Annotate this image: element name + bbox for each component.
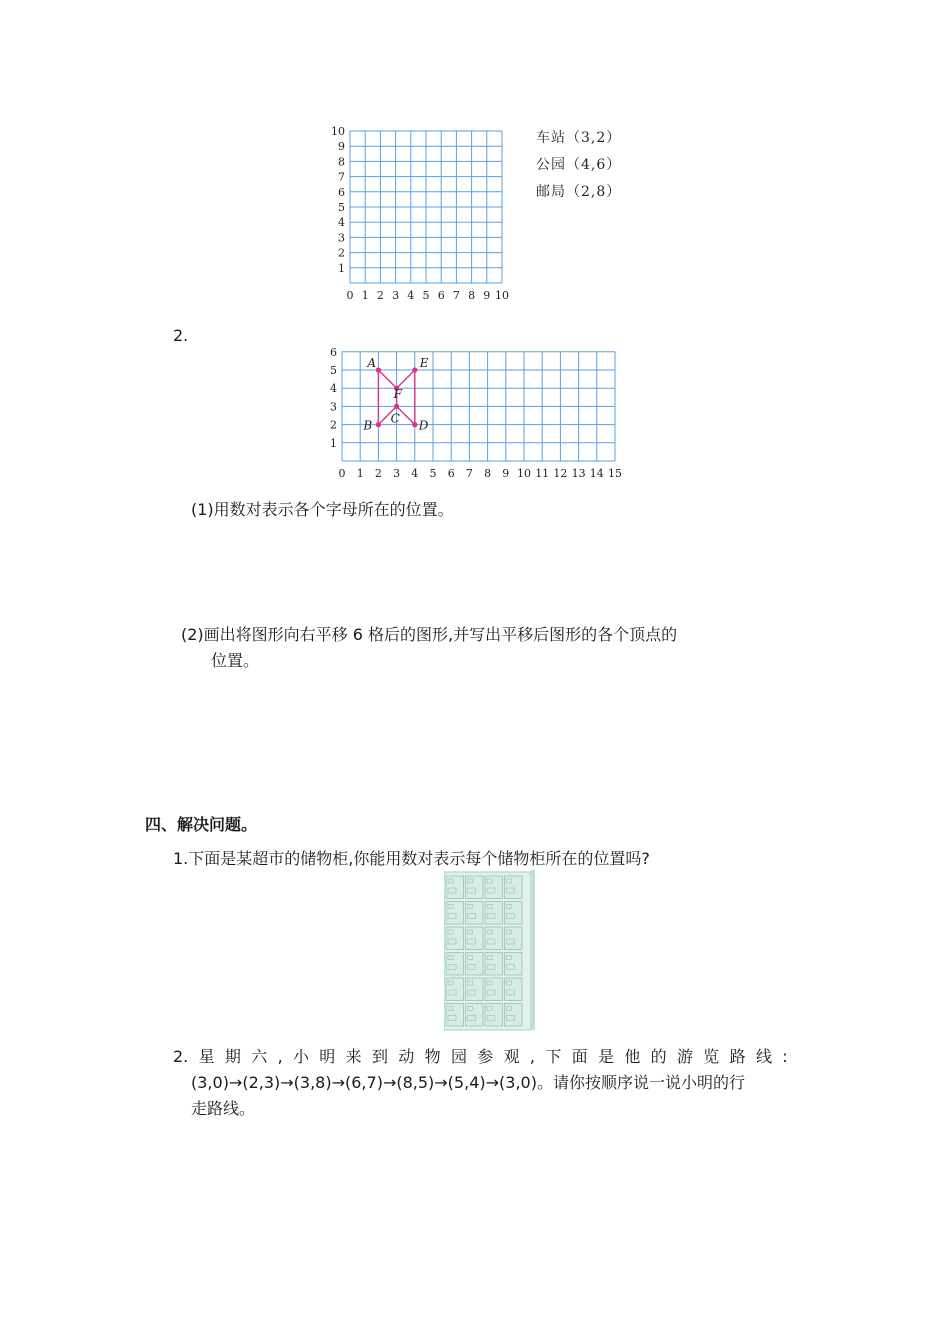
question-2-part-1: (1)用数对表示各个字母所在的位置。 — [191, 500, 454, 519]
vertex-label-b: B — [363, 418, 373, 433]
locker-door — [505, 876, 523, 899]
shape-edge — [378, 370, 396, 388]
question-2-char: 参 — [477, 1047, 494, 1066]
locker-door — [485, 876, 503, 899]
locker-door — [485, 978, 503, 1001]
legend-park: 公园（4,6） — [536, 157, 622, 173]
question-2-char: 他 — [624, 1047, 641, 1066]
x-tick-label: 3 — [392, 289, 400, 302]
question-2-char: , — [529, 1047, 536, 1066]
y-tick-label: 1 — [338, 261, 345, 275]
locker-door — [446, 953, 464, 976]
section-4-question-1: 1.下面是某超市的储物柜,你能用数对表示每个储物柜所在的位置吗? — [173, 849, 650, 868]
locker-door — [505, 1004, 523, 1027]
x-tick-label: 8 — [484, 467, 492, 480]
x-tick-label: 7 — [465, 467, 473, 480]
x-tick-label: 9 — [502, 467, 510, 480]
locker-door — [466, 953, 484, 976]
section-4-question-2-line-2: (3,0)→(2,3)→(3,8)→(6,7)→(8,5)→(5,4)→(3,0)。请你按顺序说一说小明的行 — [191, 1073, 745, 1092]
question-2-char: 星 — [198, 1047, 215, 1066]
x-tick-label: 15 — [608, 467, 622, 480]
question-2-char: : — [782, 1047, 788, 1066]
shape-edge — [397, 370, 415, 388]
coordinate-grid-2 — [322, 345, 627, 480]
question-2-char: 六 — [251, 1047, 268, 1066]
vertex-label-e: E — [419, 356, 429, 370]
question-2-number: 2. — [173, 326, 189, 345]
x-tick-label: 8 — [468, 289, 476, 302]
x-tick-label: 4 — [411, 467, 419, 480]
locker-door — [485, 902, 503, 925]
question-2-char: 2. — [173, 1047, 189, 1066]
legend-station: 车站（3,2） — [536, 130, 622, 146]
vertex-e — [412, 367, 417, 372]
section-4-title: 四、解决问题。 — [145, 815, 258, 834]
x-tick-label: 10 — [517, 467, 531, 480]
locker-door — [466, 1004, 484, 1027]
x-tick-label: 7 — [452, 289, 460, 302]
x-tick-label: 1 — [356, 467, 364, 480]
locker-door — [505, 953, 523, 976]
y-tick-label: 10 — [331, 125, 345, 138]
section-4-question-2-line-3: 走路线。 — [191, 1099, 256, 1118]
locker-door — [446, 902, 464, 925]
locker-illustration — [444, 870, 536, 1032]
question-2-char: 线 — [755, 1047, 772, 1066]
locker-door — [505, 927, 523, 950]
question-2-part-2-line-1: (2)画出将图形向右平移 6 格后的图形,并写出平移后图形的各个顶点的 — [181, 625, 678, 644]
x-tick-label: 2 — [374, 467, 382, 480]
question-2-char: 观 — [503, 1047, 520, 1066]
vertex-b — [376, 422, 381, 427]
x-tick-label: 6 — [447, 467, 455, 480]
y-tick-label: 2 — [338, 246, 345, 260]
locker-door — [466, 978, 484, 1001]
question-2-char: , — [277, 1047, 283, 1066]
question-2-char: 下 — [545, 1047, 562, 1066]
x-tick-label: 13 — [571, 467, 586, 480]
y-tick-label: 6 — [330, 345, 337, 359]
vertex-a — [376, 367, 381, 372]
vertex-d — [412, 422, 417, 427]
question-2-char: 园 — [450, 1047, 467, 1066]
locker-door — [446, 1004, 464, 1027]
y-tick-label: 2 — [330, 418, 337, 432]
x-tick-label: 0 — [338, 467, 346, 480]
x-tick-label: 12 — [553, 467, 568, 480]
y-tick-label: 8 — [338, 155, 345, 169]
x-tick-label: 2 — [376, 289, 384, 302]
locker-door — [485, 927, 503, 950]
locker-door — [505, 978, 523, 1001]
question-2-char: 小 — [292, 1047, 309, 1066]
question-2-char: 来 — [345, 1047, 362, 1066]
question-2-char: 面 — [571, 1047, 588, 1066]
y-tick-label: 1 — [330, 436, 337, 450]
x-tick-label: 0 — [346, 289, 354, 302]
vertex-label-c: C — [390, 411, 400, 426]
x-tick-label: 1 — [361, 289, 369, 302]
x-tick-label: 6 — [437, 289, 445, 302]
locker-door — [505, 902, 523, 925]
vertex-label-d: D — [418, 418, 429, 433]
location-legend — [536, 125, 621, 206]
question-2-char: 的 — [650, 1047, 667, 1066]
y-tick-label: 9 — [338, 140, 345, 154]
x-tick-label: 4 — [407, 289, 415, 302]
vertex-c — [394, 404, 399, 409]
question-2-char: 游 — [676, 1047, 693, 1066]
vertex-label-a: A — [367, 356, 377, 370]
legend-post-office: 邮局（2,8） — [536, 184, 622, 200]
locker-door — [466, 902, 484, 925]
y-tick-label: 5 — [338, 201, 345, 214]
question-2-char: 到 — [371, 1047, 388, 1066]
locker-door — [485, 1004, 503, 1027]
y-tick-label: 4 — [338, 216, 345, 230]
y-tick-label: 7 — [338, 170, 345, 184]
question-2-char: 物 — [424, 1047, 441, 1066]
locker-door — [485, 953, 503, 976]
x-tick-label: 3 — [393, 467, 401, 480]
locker-door — [466, 876, 484, 899]
x-tick-label: 5 — [422, 289, 430, 302]
y-tick-label: 6 — [338, 185, 345, 199]
y-tick-label: 4 — [330, 382, 337, 396]
question-2-char: 动 — [398, 1047, 415, 1066]
locker-door — [466, 927, 484, 950]
y-tick-label: 5 — [330, 364, 337, 377]
section-4-question-2-line-1 — [173, 1044, 788, 1070]
question-2-char: 期 — [224, 1047, 241, 1066]
question-2-char: 路 — [729, 1047, 746, 1066]
x-tick-label: 5 — [429, 467, 437, 480]
question-2-part-2-line-2: 位置。 — [211, 651, 260, 670]
x-tick-label: 10 — [495, 289, 509, 302]
y-tick-label: 3 — [338, 231, 345, 245]
y-tick-label: 3 — [330, 400, 337, 414]
question-2-char: 明 — [319, 1047, 336, 1066]
vertex-label-f: F — [393, 387, 402, 402]
question-2-char: 览 — [703, 1047, 720, 1066]
x-tick-label: 14 — [589, 467, 604, 480]
locker-door — [446, 978, 464, 1001]
coordinate-grid-1 — [320, 120, 520, 305]
x-tick-label: 9 — [483, 289, 491, 302]
locker-door — [446, 927, 464, 950]
locker-door — [446, 876, 464, 899]
x-tick-label: 11 — [535, 467, 550, 480]
question-2-char: 是 — [597, 1047, 614, 1066]
